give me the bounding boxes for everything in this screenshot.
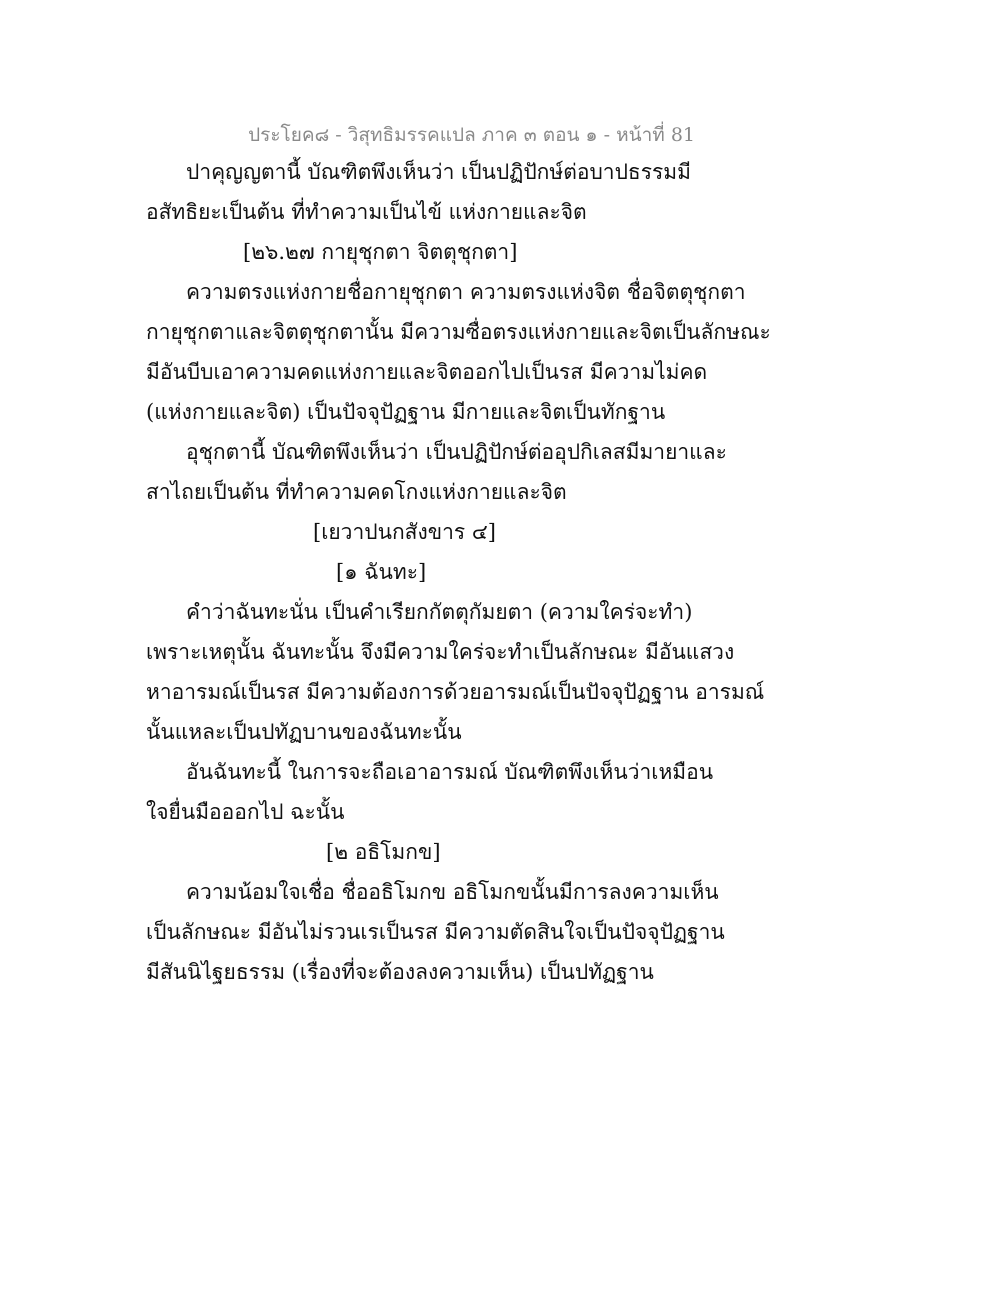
paragraph-line: ความน้อมใจเชื่อ ชื่ออธิโมกข อธิโมกขนั้นมีการลงความเห็น <box>186 880 719 904</box>
paragraph-line: อุชุกตานี้ บัณฑิตพึงเห็นว่า เป็นปฏิปักษ์ต่ออุปกิเลสมีมายาและ <box>186 440 727 464</box>
running-header: ประโยค๘ - วิสุทธิมรรคแปล ภาค ๓ ตอน ๑ - หน้าที่ 81 <box>248 124 695 146</box>
paragraph-line: ความตรงแห่งกายชื่อกายุชุกตา ความตรงแห่งจิต ชื่อจิตตุชุกตา <box>186 280 746 304</box>
paragraph-line: กายุชุกตาและจิตตุชุกตานั้น มีความซื่อตรงแห่งกายและจิตเป็นลักษณะ <box>146 320 771 344</box>
paragraph-line: สาไถยเป็นต้น ที่ทำความคดโกงแห่งกายและจิต <box>146 480 567 504</box>
paragraph-line: เพราะเหตุนั้น ฉันทะนั้น จึงมีความใคร่จะทำเป็นลักษณะ มีอันแสวง <box>146 640 735 664</box>
paragraph-line: ใจยื่นมือออกไป ฉะนั้น <box>146 800 345 824</box>
paragraph-line: อันฉันทะนี้ ในการจะถือเอาอารมณ์ บัณฑิตพึงเห็นว่าเหมือน <box>186 760 714 784</box>
paragraph-line: คำว่าฉันทะนั่น เป็นคำเรียกกัตตุกัมยตา (ความใคร่จะทำ) <box>186 600 693 624</box>
paragraph-line: นั้นแหละเป็นปทัฏบานของฉันทะนั้น <box>146 720 462 744</box>
section-heading: [เยวาปนกสังขาร ๔] <box>313 520 496 544</box>
paragraph-line: มีอันบีบเอาความคดแห่งกายและจิตออกไปเป็นรส มีความไม่คด <box>146 360 708 384</box>
paragraph-line: เป็นลักษณะ มีอันไม่รวนเรเป็นรส มีความตัดสินใจเป็นปัจจุปัฏฐาน <box>146 920 725 944</box>
paragraph-line: หาอารมณ์เป็นรส มีความต้องการด้วยอารมณ์เป็นปัจจุปัฏฐาน อารมณ์ <box>146 680 765 704</box>
document-body <box>146 152 771 992</box>
section-heading: [๒๖.๒๗ กายุชุกตา จิตตุชุกตา] <box>243 240 518 264</box>
subsection-heading: [๑ ฉันทะ] <box>336 560 427 584</box>
subsection-heading: [๒ อธิโมกข] <box>326 840 441 864</box>
paragraph-line: อสัทธิยะเป็นต้น ที่ทำความเป็นไข้ แห่งกายและจิต <box>146 200 587 224</box>
paragraph-line: (แห่งกายและจิต) เป็นปัจจุปัฏฐาน มีกายและจิตเป็นทักฐาน <box>146 400 666 424</box>
paragraph-line: มีสันนิไฐยธรรม (เรื่องที่จะต้องลงความเห็น) เป็นปทัฏฐาน <box>146 960 654 984</box>
paragraph-line: ปาคุญญตานี้ บัณฑิตพึงเห็นว่า เป็นปฏิปักษ์ต่อบาปธรรมมี <box>186 160 691 184</box>
